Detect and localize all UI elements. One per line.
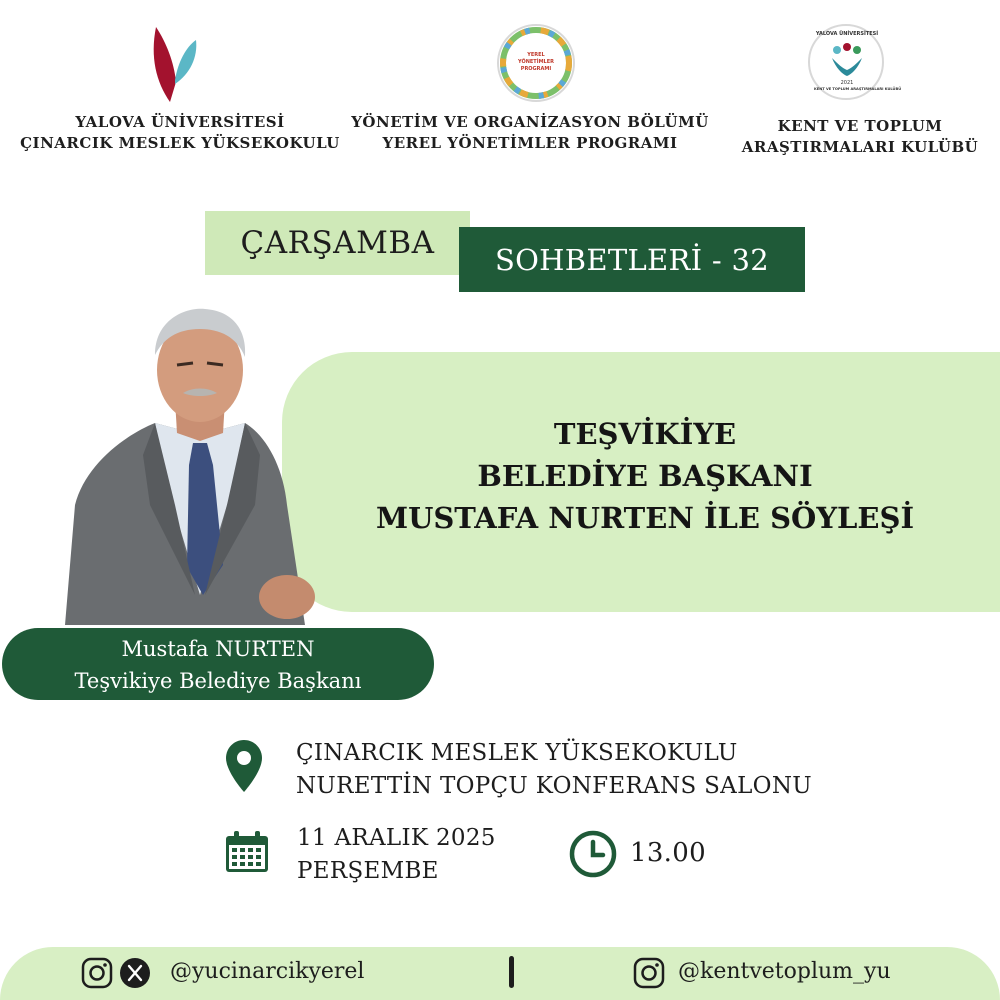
event-title-line2: BELEDİYE BAŞKANI: [477, 459, 813, 493]
club-logo-year: 2021: [840, 80, 854, 86]
clock-icon: [568, 829, 618, 879]
venue-line1: ÇINARCIK MESLEK YÜKSEKOKULU: [296, 740, 738, 766]
header-left-line1: YALOVA ÜNİVERSİTESİ: [75, 113, 285, 131]
event-time: 13.00: [630, 838, 706, 868]
event-date: 11 ARALIK 2025: [297, 825, 496, 851]
header-center-line1: YÖNETİM VE ORGANİZASYON BÖLÜMÜ: [351, 113, 709, 131]
event-title-line3: MUSTAFA NURTEN İLE SÖYLEŞİ: [375, 501, 915, 535]
event-title-line1: TEŞVİKİYE: [553, 417, 737, 451]
club-logo: [808, 24, 902, 100]
header-center-line2: YEREL YÖNETİMLER PROGRAMI: [382, 134, 678, 152]
instagram-icon-right[interactable]: [633, 957, 665, 989]
series-tag-dark: [459, 227, 805, 292]
header-right-line1: KENT VE TOPLUM: [777, 117, 943, 135]
date-block: [297, 822, 557, 888]
people-group-icon: [828, 40, 866, 78]
university-logo-icon: [148, 22, 200, 104]
event-day: PERŞEMBE: [297, 858, 439, 884]
event-title: [300, 413, 990, 539]
program-logo: [497, 24, 575, 102]
speaker-name: Mustafa NURTEN: [121, 637, 315, 661]
footer-divider: [509, 956, 514, 988]
speaker-role: Teşvikiye Belediye Başkanı: [74, 669, 362, 693]
program-logo-text: YEREL YÖNETİMLER PROGRAMI: [518, 52, 554, 72]
speaker-portrait: [55, 305, 325, 635]
x-twitter-icon[interactable]: [119, 957, 151, 989]
club-logo-bottom-text: KENT VE TOPLUM ARAŞTIRMALARI KULÜBÜ: [814, 87, 902, 91]
series-part2: SOHBETLERİ - 32: [494, 243, 770, 277]
social-handle-right[interactable]: @kentvetoplum_yu: [678, 959, 891, 984]
speaker-badge: [2, 628, 434, 700]
social-handle-left[interactable]: @yucinarcikyerel: [170, 959, 365, 984]
series-part1: ÇARŞAMBA: [240, 225, 435, 261]
series-tag-light: [205, 211, 470, 275]
venue: [296, 737, 916, 803]
header: [0, 0, 1000, 170]
header-left-line2: ÇINARCIK MESLEK YÜKSEKOKULU: [20, 134, 340, 152]
club-logo-top-text: YALOVA ÜNİVERSİTESİ: [815, 31, 879, 37]
calendar-icon: [225, 831, 269, 873]
instagram-icon[interactable]: [81, 957, 113, 989]
venue-line2: NURETTİN TOPÇU KONFERANS SALONU: [296, 773, 812, 799]
header-right-line2: ARAŞTIRMALARI KULÜBÜ: [741, 138, 979, 156]
location-pin-icon: [226, 740, 262, 792]
